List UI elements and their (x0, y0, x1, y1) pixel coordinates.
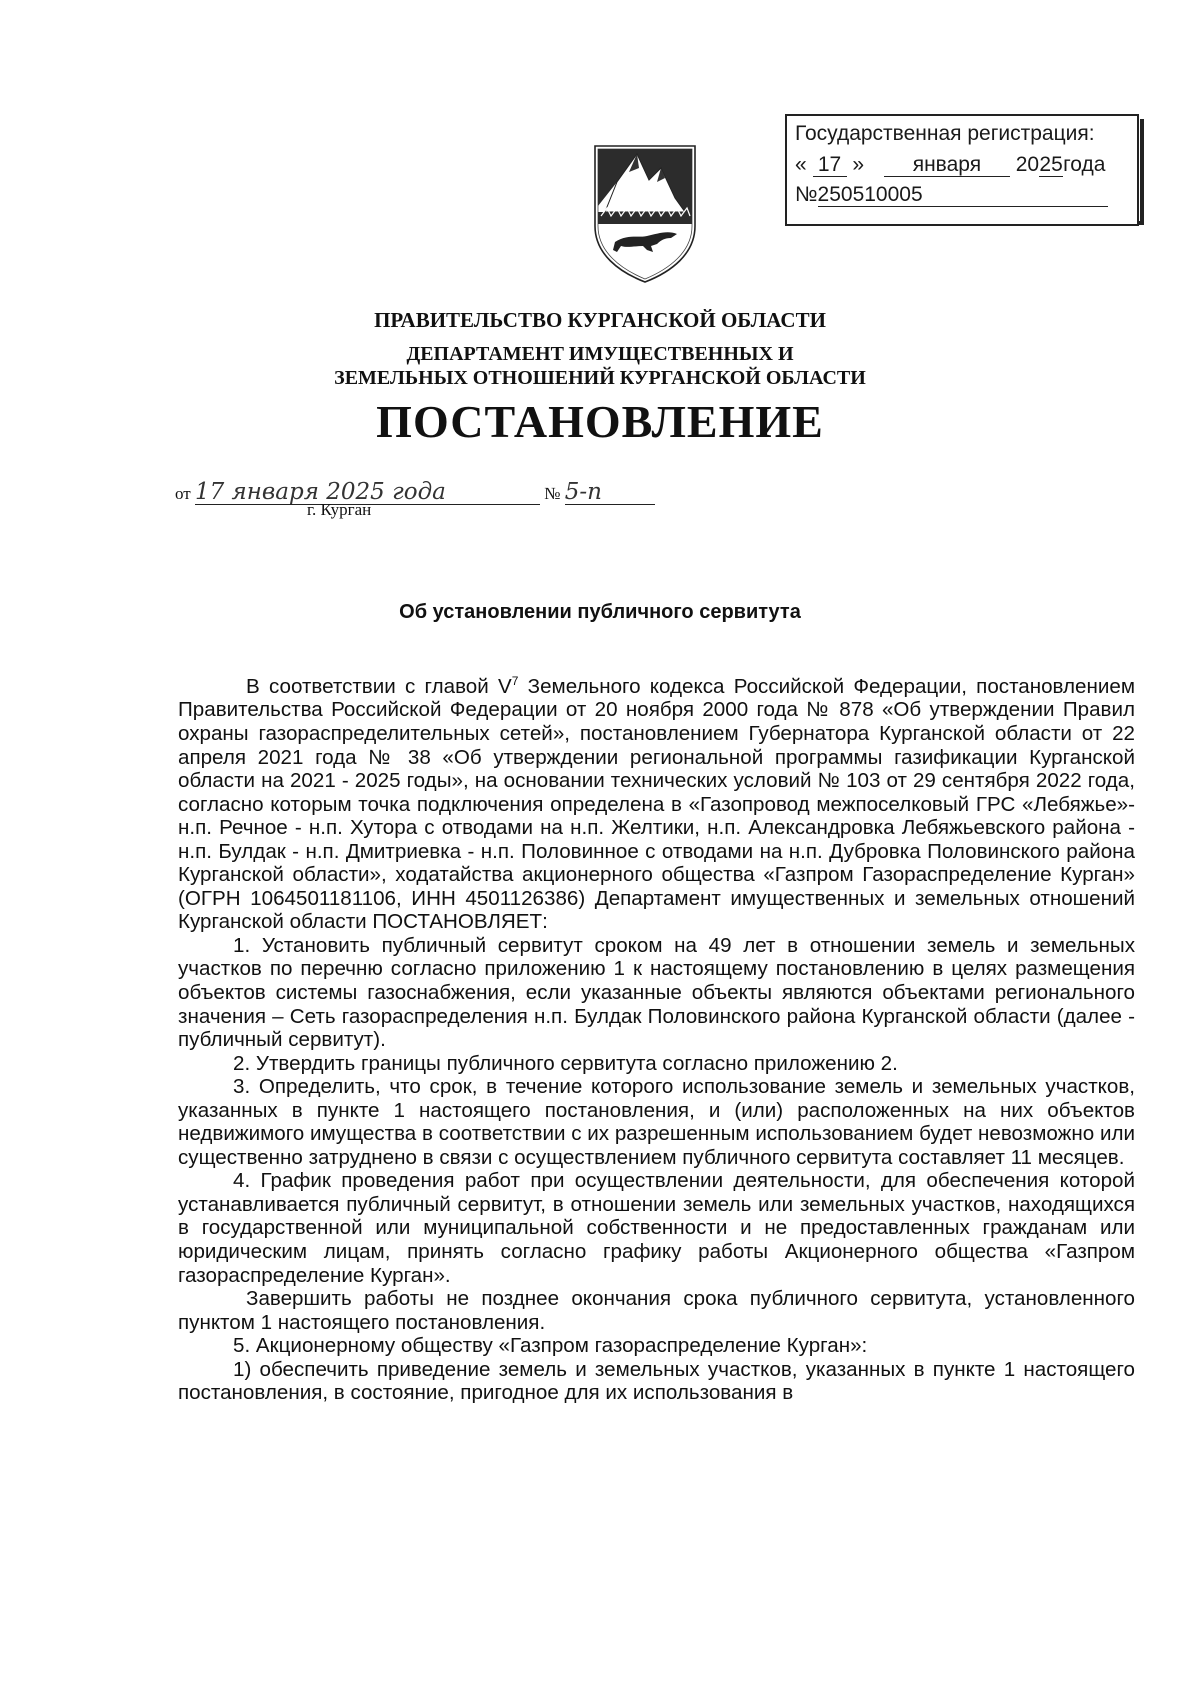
from-label: от (175, 484, 191, 503)
item-5-subitem-1: 1) обеспечить приведение земель и земельных участков, указанных в пункте 1 настоящего постановления, в состояние, пригодное для их использования в (178, 1357, 1135, 1405)
department-name-line2: ЗЕМЕЛЬНЫХ ОТНОШЕНИЙ КУРГАНСКОЙ ОБЛАСТИ (334, 367, 866, 389)
item-5: 5. Акционерному обществу «Газпром газораспределение Курган»: (233, 1334, 868, 1358)
registration-stamp (785, 114, 1139, 226)
department-name (0, 342, 1200, 390)
item-2: 2. Утвердить границы публичного сервитута согласно приложению 2. (233, 1051, 898, 1075)
number-label: № (544, 484, 561, 503)
item-1: 1. Установить публичный сервитут сроком на 49 лет в отношении земель и земельных участков по перечню согласно приложению 1 к настоящему постановлению в целях размещения объектов системы газоснабжения, если указанные объекты являются объектами регионального значения – Сеть газораспределения н.п. Булдак Половинского района Курганской области (далее - публичный сервитут). (178, 933, 1135, 1052)
registration-year-suffix: 25 (1039, 153, 1063, 176)
item-4: 4. График проведения работ при осуществлении деятельности, для обеспечения которой устанавливается публичный сервитут, в отношении земель или земельных участков, находящихся в государственной или муниципальной собственности и не предоставленных гражданам или юридическим лицам, принять согласно графику работы Акционерного общества «Газпром газораспределение Курган». (178, 1169, 1135, 1287)
preamble-superscript: 7 (511, 674, 519, 688)
registration-year-prefix: 20 (1015, 153, 1040, 176)
registration-title: Государственная регистрация: (795, 122, 1095, 145)
registration-number-prefix: № (795, 183, 818, 206)
issue-number-handwritten: 5-п (565, 480, 655, 505)
department-name-line1: ДЕПАРТАМЕНТ ИМУЩЕСТВЕННЫХ И (406, 343, 794, 365)
registration-day-close: » (852, 153, 865, 176)
registration-day: 17 (813, 154, 847, 177)
item-3: 3. Определить, что срок, в течение которого использование земель и земельных участков, указанных в пункте 1 настоящего постановления, и (или) расположенных на них объектов недвижимого имущества в соответствии с их разрешенным использованием будет невозможно или существенно затруднено в связи с осуществлением публичного сервитута составляет 11 месяцев. (178, 1075, 1135, 1169)
registration-number-row (795, 183, 1108, 207)
document-body (178, 670, 1135, 1405)
registration-number: 250510005 (818, 184, 1108, 207)
registration-day-open: « (795, 153, 807, 176)
document-subject: Об установлении публичного сервитута (399, 601, 801, 623)
item-4-continuation: Завершить работы не позднее окончания срока публичного сервитута, установленного пунктом 1 настоящего постановления. (178, 1287, 1135, 1334)
registration-month: января (884, 154, 1010, 177)
registration-date (795, 153, 1105, 177)
coat-of-arms-emblem (587, 142, 703, 287)
issue-date-handwritten: 17 января 2025 года (195, 480, 540, 505)
registration-year-word: года (1063, 153, 1106, 176)
government-name: ПРАВИТЕЛЬСТВО КУРГАНСКОЙ ОБЛАСТИ (374, 308, 826, 332)
issue-date-row (175, 480, 655, 505)
preamble-start: В соответствии с главой V (246, 674, 512, 698)
preamble-rest: Земельного кодекса Российской Федерации, постановлением Правительства Российской Федерации от 20 ноября 2000 года № 878 «Об утверждении Правил охраны газораспределительных сетей», постановлением Губернатора Курганской области от 22 апреля 2021 года № 38 «Об утверждении региональной программы газификации Курганской области на 2021 - 2025 годы», на основании технических условий № 103 от 29 сентября 2022 года, согласно которым точка подключения определена в «Газопровод межпоселковый ГРС «Лебяжье»- н.п. Речное - н.п. Хутора с отводами на н.п. Желтики, н.п. Александровка Лебяжьевского района - н.п. Булдак - н.п. Дмитриевка - н.п. Половинное с отводами на н.п. Дубровка Половинского района Курганской области», ходатайства акционерного общества «Газпром Газораспределение Курган» (ОГРН 1064501181106, ИНН 4501126386) Департамент имущественных и земельных отношений Курганской области ПОСТАНОВЛЯЕТ: (178, 674, 1135, 934)
document-type: ПОСТАНОВЛЕНИЕ (376, 396, 824, 447)
preamble-paragraph (178, 670, 1135, 934)
issue-city: г. Курган (307, 500, 372, 519)
